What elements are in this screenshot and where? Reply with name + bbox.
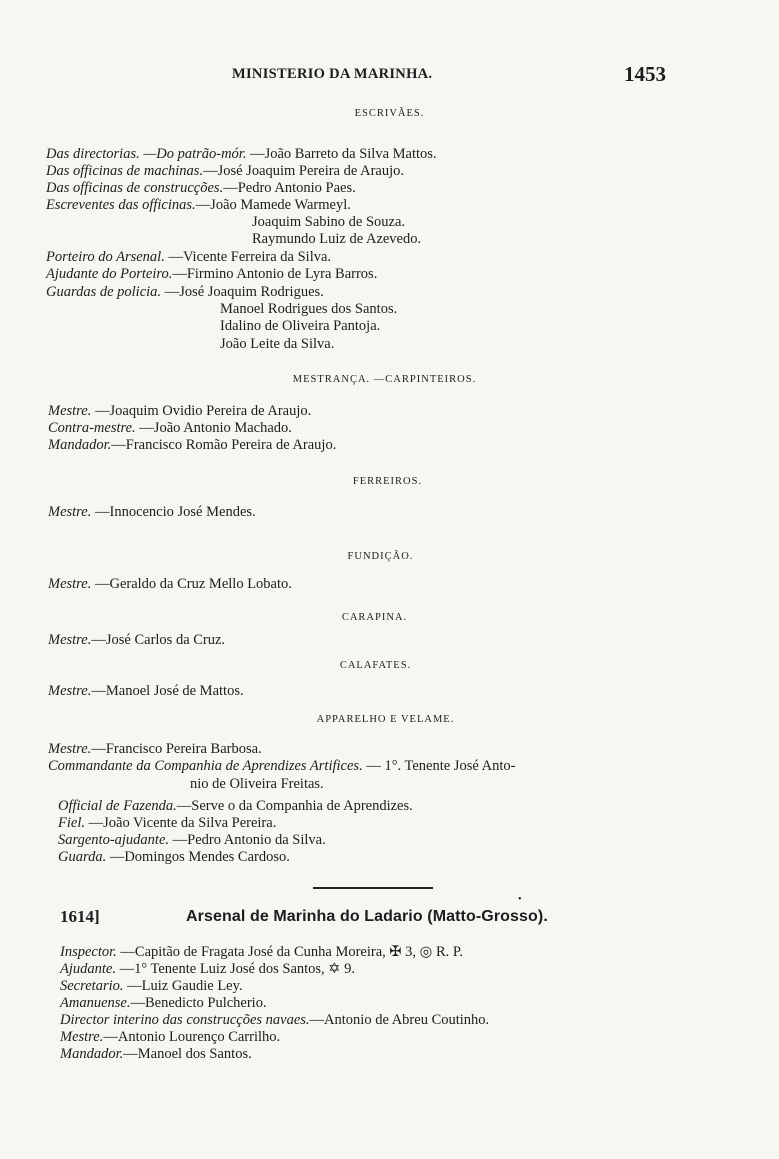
entry-line: Mestre.—Francisco Pereira Barbosa. [48, 741, 262, 757]
section-heading-apparelho: APPARELHO E VELAME. [316, 714, 455, 725]
entry-line: Fiel. —João Vicente da Silva Pereira. [58, 815, 277, 831]
entry-line: Mestre. —Joaquim Ovidio Pereira de Araujo. [48, 403, 312, 419]
section-title-ladario: Arsenal de Marinha do Ladario (Matto-Grosso). [186, 908, 548, 925]
entry-line: Guarda. —Domingos Mendes Cardoso. [58, 849, 290, 865]
entry-line: Mestre.—José Carlos da Cruz. [48, 632, 226, 648]
entry-line: Ajudante do Porteiro.—Firmino Antonio de Lyra Barros. [46, 266, 378, 282]
ink-dot: • [518, 894, 522, 905]
entry-line: João Leite da Silva. [220, 336, 335, 352]
entry-line: Amanuense.—Benedicto Pulcherio. [60, 995, 267, 1011]
entry-line: Secretario. —Luiz Gaudie Ley. [60, 978, 243, 994]
section-heading-carapina: CARAPINA. [341, 612, 408, 623]
page-number: 1453 [624, 62, 666, 86]
section-heading-escrivaes: ESCRIVÃES. [354, 108, 425, 119]
entry-line: Das directorias. —Do patrão-mór. —João Barreto da Silva Mattos. [46, 146, 437, 162]
entry-line: Escreventes das officinas.—João Mamede Warmeyl. [46, 197, 351, 213]
entry-line: Official de Fazenda.—Serve o da Companhia de Aprendizes. [58, 798, 413, 814]
entry-line: nio de Oliveira Freitas. [190, 776, 324, 792]
entry-line: Guardas de policia. —José Joaquim Rodrigues. [46, 284, 324, 300]
section-number: 1614] [60, 907, 100, 926]
page-header-title: MINISTERIO DA MARINHA. [232, 66, 433, 82]
entry-line: Inspector. —Capitão de Fragata José da Cunha Moreira, ✠ 3, ◎ R. P. [60, 944, 463, 960]
entry-line: Das officinas de machinas.—José Joaquim Pereira de Araujo. [46, 163, 405, 179]
section-heading-carpinteiros: MESTRANÇA. —CARPINTEIROS. [292, 374, 477, 385]
entry-line: Mestre. —Innocencio José Mendes. [48, 504, 256, 520]
section-divider [313, 887, 433, 889]
entry-line: Director interino das construcções navaes.—Antonio de Abreu Coutinho. [60, 1012, 490, 1028]
section-heading-ferreiros: FERREIROS. [352, 476, 423, 487]
entry-line: Mandador.—Manoel dos Santos. [60, 1046, 252, 1062]
entry-line: Raymundo Luiz de Azevedo. [252, 231, 422, 247]
entry-line: Commandante da Companhia de Aprendizes Artifices. — 1°. Tenente José Anto- [48, 758, 516, 774]
entry-line: Contra-mestre. —João Antonio Machado. [48, 420, 292, 436]
entry-line: Das officinas de construcções.—Pedro Antonio Paes. [46, 180, 356, 196]
entry-line: Mestre. —Geraldo da Cruz Mello Lobato. [48, 576, 292, 592]
entry-line: Porteiro do Arsenal. —Vicente Ferreira da Silva. [46, 249, 332, 265]
entry-line: Mandador.—Francisco Romão Pereira de Araujo. [48, 437, 337, 453]
entry-line: Idalino de Oliveira Pantoja. [220, 318, 381, 334]
entry-line: Mestre.—Manoel José de Mattos. [48, 683, 244, 699]
section-heading-calafates: CALAFATES. [339, 660, 412, 671]
section-heading-fundicao: FUNDIÇÃO. [347, 551, 414, 562]
entry-line: Mestre.—Antonio Lourenço Carrilho. [60, 1029, 281, 1045]
entry-line: Joaquim Sabino de Souza. [252, 214, 406, 230]
entry-line: Sargento-ajudante. —Pedro Antonio da Silva. [58, 832, 326, 848]
entry-line: Manoel Rodrigues dos Santos. [220, 301, 398, 317]
entry-line: Ajudante. —1° Tenente Luiz José dos Santos, ✡ 9. [60, 961, 355, 977]
